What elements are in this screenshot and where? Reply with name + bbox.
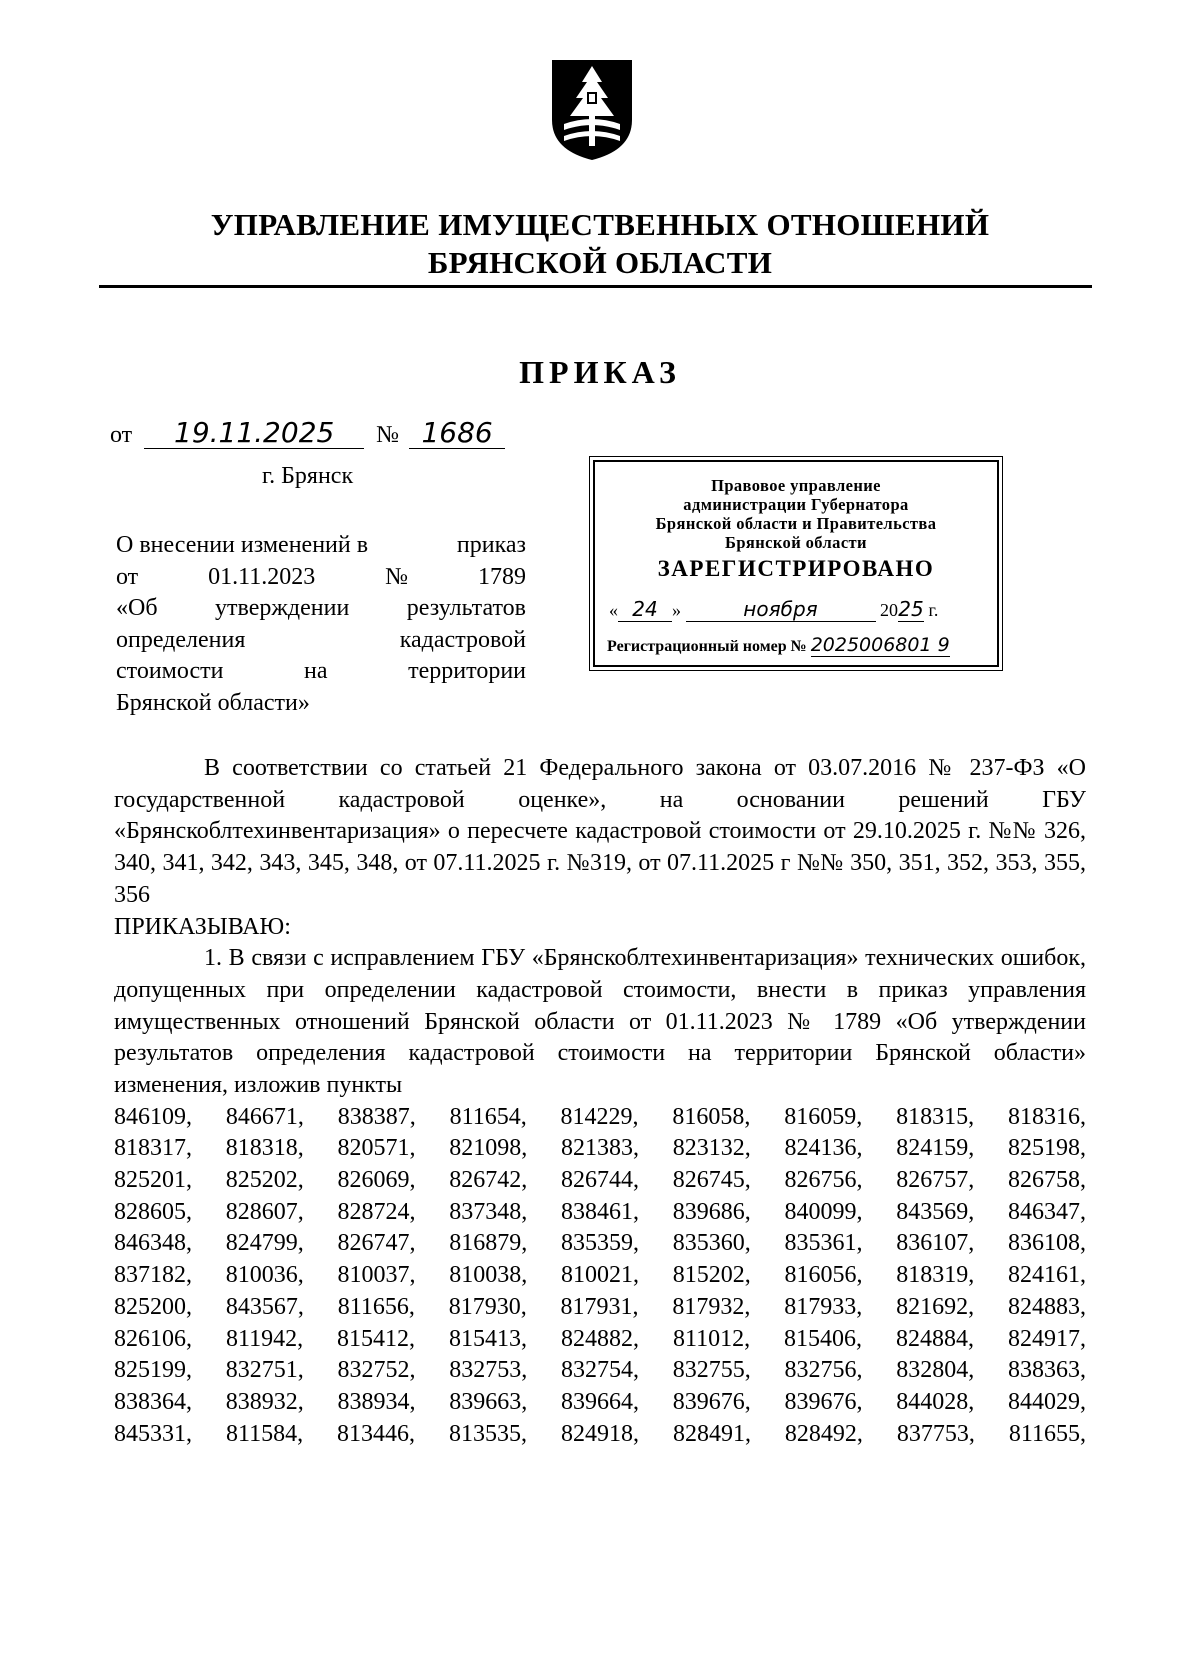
subject-word: «Об xyxy=(116,595,158,621)
item-numbers-row xyxy=(114,1197,1086,1229)
stamp-year-suffix: 25 xyxy=(898,597,924,621)
item-number: 817931, xyxy=(560,1293,639,1320)
item-number: 817930, xyxy=(448,1293,527,1320)
header-divider xyxy=(99,285,1092,288)
item-number: 818315, xyxy=(896,1103,975,1130)
order-subject xyxy=(116,530,526,719)
item-number: 836107, xyxy=(896,1230,975,1257)
item-number: 839686, xyxy=(672,1198,751,1225)
item-number: 832751, xyxy=(225,1357,304,1384)
order-word: ПРИКАЗЫВАЮ: xyxy=(114,913,291,940)
subject-line xyxy=(116,625,526,657)
item-number: 824136, xyxy=(784,1135,863,1162)
item-number: 835360, xyxy=(672,1230,751,1257)
item-numbers-row xyxy=(114,1292,1086,1324)
item-number: 840099, xyxy=(784,1198,863,1225)
item-number: 821692, xyxy=(896,1293,975,1320)
subject-word: О внесении изменений в xyxy=(116,532,369,558)
item-number: 824161, xyxy=(1008,1262,1086,1289)
item-number: 810038, xyxy=(449,1262,528,1289)
from-label: от xyxy=(110,422,133,448)
item-number: 818316, xyxy=(1007,1103,1086,1130)
item-number: 839676, xyxy=(784,1388,863,1415)
item-number: 828605, xyxy=(114,1198,192,1225)
item-number: 846109, xyxy=(114,1103,192,1130)
item-number: 832804, xyxy=(896,1357,975,1384)
item-number: 826744, xyxy=(561,1167,639,1194)
organization-name-line1: УПРАВЛЕНИЕ ИМУЩЕСТВЕННЫХ ОТНОШЕНИЙ xyxy=(210,207,990,242)
item-number: 818318, xyxy=(225,1135,304,1162)
item-number: 817933, xyxy=(784,1293,863,1320)
item-number: 825201, xyxy=(114,1167,192,1194)
item-number: 811942, xyxy=(225,1325,304,1352)
item-number: 826758, xyxy=(1008,1167,1086,1194)
item-number: 835361, xyxy=(784,1230,863,1257)
order-date-number-line xyxy=(110,418,505,449)
stamp-line: администрации Губернатора xyxy=(683,495,909,514)
item-numbers-row xyxy=(114,1324,1086,1356)
item-number: 810021, xyxy=(561,1262,639,1289)
item-number: 839663, xyxy=(449,1388,528,1415)
item-number: 832753, xyxy=(449,1357,528,1384)
item-number: 839676, xyxy=(672,1388,751,1415)
item-number: 825202, xyxy=(225,1167,304,1194)
subject-word: от xyxy=(116,563,139,590)
item-number: 816056, xyxy=(784,1262,863,1289)
stamp-day: 24 xyxy=(618,597,672,622)
item-number: 832754, xyxy=(561,1357,639,1384)
clause-1-paragraph: 1. В связи с исправлением ГБУ «Брянскоблтехинвентаризация» технических ошибок, допущенных при определении кадастровой стоимости, внести в приказ управления имущественных отношений Брянской области от 01.11.2023 № 1789 «Об утверждении результатов определения кадастровой стоимости на территории Брянской области» изменения, изложив пункты xyxy=(114,945,1086,1099)
item-number: 815202, xyxy=(672,1262,751,1289)
item-number: 821383, xyxy=(561,1135,639,1162)
subject-word: кадастровой xyxy=(399,626,526,653)
item-number: 828607, xyxy=(225,1198,304,1225)
item-numbers-row xyxy=(114,1165,1086,1197)
item-number: 824882, xyxy=(560,1325,639,1352)
item-number: 844028, xyxy=(896,1388,975,1415)
subject-word: приказ xyxy=(456,532,526,558)
item-number: 810037, xyxy=(337,1262,416,1289)
item-number: 826106, xyxy=(114,1325,192,1352)
item-number: 811656, xyxy=(337,1293,415,1320)
item-number: 826757, xyxy=(896,1167,975,1194)
subject-word: 01.11.2023 xyxy=(208,563,316,590)
item-number: 846347, xyxy=(1008,1198,1086,1225)
item-number: 818319, xyxy=(896,1262,975,1289)
item-number: 838461, xyxy=(561,1198,639,1225)
item-number: 839664, xyxy=(561,1388,639,1415)
subject-line xyxy=(116,562,526,594)
item-numbers-row xyxy=(114,1355,1086,1387)
item-number: 835359, xyxy=(561,1230,639,1257)
order-body xyxy=(114,753,1086,1450)
stamp-registered: ЗАРЕГИСТРИРОВАНО xyxy=(657,556,935,581)
item-number: 823132, xyxy=(672,1135,751,1162)
item-number: 824918, xyxy=(560,1420,639,1447)
item-number: 818317, xyxy=(114,1135,192,1162)
stamp-line: Правовое управление xyxy=(711,476,881,495)
item-number: 811654, xyxy=(449,1103,527,1130)
stamp-year-unit: г. xyxy=(928,600,939,620)
item-number: 815413, xyxy=(449,1325,528,1352)
item-number: 813535, xyxy=(449,1420,528,1447)
stamp-month: ноября xyxy=(686,597,876,622)
item-numbers-row xyxy=(114,1387,1086,1419)
order-number-handwritten: 1686 xyxy=(409,418,505,449)
item-number: 811655, xyxy=(1008,1420,1086,1447)
stamp-date: « 24 » ноября 2025 г. xyxy=(609,597,939,621)
item-number: 825199, xyxy=(114,1357,192,1384)
item-number: 824799, xyxy=(225,1230,304,1257)
stamp-year-prefix: 20 xyxy=(880,600,898,620)
item-number: 824883, xyxy=(1007,1293,1086,1320)
item-number: 816059, xyxy=(784,1103,863,1130)
item-number: 826756, xyxy=(784,1167,863,1194)
item-number: 828724, xyxy=(337,1198,416,1225)
subject-line xyxy=(116,593,526,625)
item-number: 813446, xyxy=(337,1420,416,1447)
item-number: 832756, xyxy=(784,1357,863,1384)
item-number: 832755, xyxy=(672,1357,751,1384)
registration-stamp xyxy=(593,460,999,667)
item-numbers-row xyxy=(114,1260,1086,1292)
item-number: 815406, xyxy=(784,1325,863,1352)
item-number: 838387, xyxy=(337,1103,416,1130)
item-number: 836108, xyxy=(1008,1230,1086,1257)
item-number: 828491, xyxy=(672,1420,751,1447)
item-number: 837348, xyxy=(449,1198,528,1225)
item-numbers-list xyxy=(114,1102,1086,1451)
item-number: 824159, xyxy=(896,1135,975,1162)
item-number: 825200, xyxy=(114,1293,192,1320)
item-numbers-row xyxy=(114,1102,1086,1134)
item-number: 846348, xyxy=(114,1230,192,1257)
item-number: 826069, xyxy=(337,1167,416,1194)
number-label: № xyxy=(376,422,400,448)
city: г. Брянск xyxy=(262,463,354,489)
item-number: 824884, xyxy=(896,1325,974,1352)
subject-word: определения xyxy=(116,626,246,653)
item-number: 820571, xyxy=(337,1135,416,1162)
stamp-reg-label: Регистрационный номер № xyxy=(607,638,807,655)
item-number: 821098, xyxy=(449,1135,528,1162)
item-number: 811012, xyxy=(672,1325,751,1352)
item-number: 838364, xyxy=(114,1388,192,1415)
item-number: 845331, xyxy=(114,1420,192,1447)
stamp-reg-number-line xyxy=(607,634,997,657)
subject-word: территории xyxy=(408,658,526,684)
item-number: 825198, xyxy=(1008,1135,1086,1162)
subject-line: Брянской области» xyxy=(116,689,310,716)
preamble-paragraph: В соответствии со статьей 21 Федерального закона от 03.07.2016 № 237-ФЗ «О государственной кадастровой оценке», на основании решений ГБУ «Брянскоблтехинвентаризация» о пересчете кадастровой стоимости от 29.10.2025 г. №№ 326, 340, 341, 342, 343, 345, 348, от 07.11.2025 г. №319, от 07.11.2025 г №№ 350, 351, 352, 353, 355, 356 xyxy=(114,755,1086,908)
item-number: 846671, xyxy=(225,1103,304,1130)
subject-word: результатов xyxy=(406,595,526,621)
stamp-line: Брянской области xyxy=(725,533,867,552)
item-number: 837753, xyxy=(896,1420,975,1447)
document-title: ПРИКАЗ xyxy=(519,354,681,390)
stamp-reg-number: 2025006801 9 xyxy=(810,634,950,656)
bryansk-coat-of-arms-icon xyxy=(550,58,634,162)
organization-name xyxy=(0,206,1200,282)
item-number: 826747, xyxy=(337,1230,416,1257)
subject-word: утверждении xyxy=(215,595,350,621)
item-number: 826745, xyxy=(672,1167,751,1194)
item-number: 837182, xyxy=(114,1262,192,1289)
item-number: 843569, xyxy=(896,1198,975,1225)
item-numbers-row xyxy=(114,1228,1086,1260)
organization-name-line2: БРЯНСКОЙ ОБЛАСТИ xyxy=(427,245,773,280)
item-number: 816058, xyxy=(672,1103,751,1130)
item-number: 844029, xyxy=(1008,1388,1086,1415)
order-date-handwritten: 19.11.2025 xyxy=(144,418,364,449)
item-number: 810036, xyxy=(225,1262,304,1289)
subject-line xyxy=(116,656,526,688)
subject-word: № xyxy=(385,563,409,590)
subject-word: 1789 xyxy=(478,563,526,590)
item-numbers-row xyxy=(114,1133,1086,1165)
item-number: 817932, xyxy=(672,1293,751,1320)
item-number: 838934, xyxy=(337,1388,416,1415)
item-number: 843567, xyxy=(225,1293,304,1320)
item-number: 838932, xyxy=(225,1388,304,1415)
stamp-line: Брянской области и Правительства xyxy=(655,514,937,533)
item-number: 828492, xyxy=(784,1420,863,1447)
item-numbers-row xyxy=(114,1419,1086,1451)
item-number: 832752, xyxy=(337,1357,416,1384)
subject-line xyxy=(116,530,526,562)
subject-word: стоимости xyxy=(116,658,224,684)
subject-word: на xyxy=(304,658,328,684)
item-number: 816879, xyxy=(449,1230,528,1257)
item-number: 815412, xyxy=(337,1325,416,1352)
item-number: 824917, xyxy=(1007,1325,1086,1352)
item-number: 814229, xyxy=(560,1103,639,1130)
item-number: 838363, xyxy=(1008,1357,1086,1384)
item-number: 811584, xyxy=(225,1420,304,1447)
item-number: 826742, xyxy=(449,1167,528,1194)
